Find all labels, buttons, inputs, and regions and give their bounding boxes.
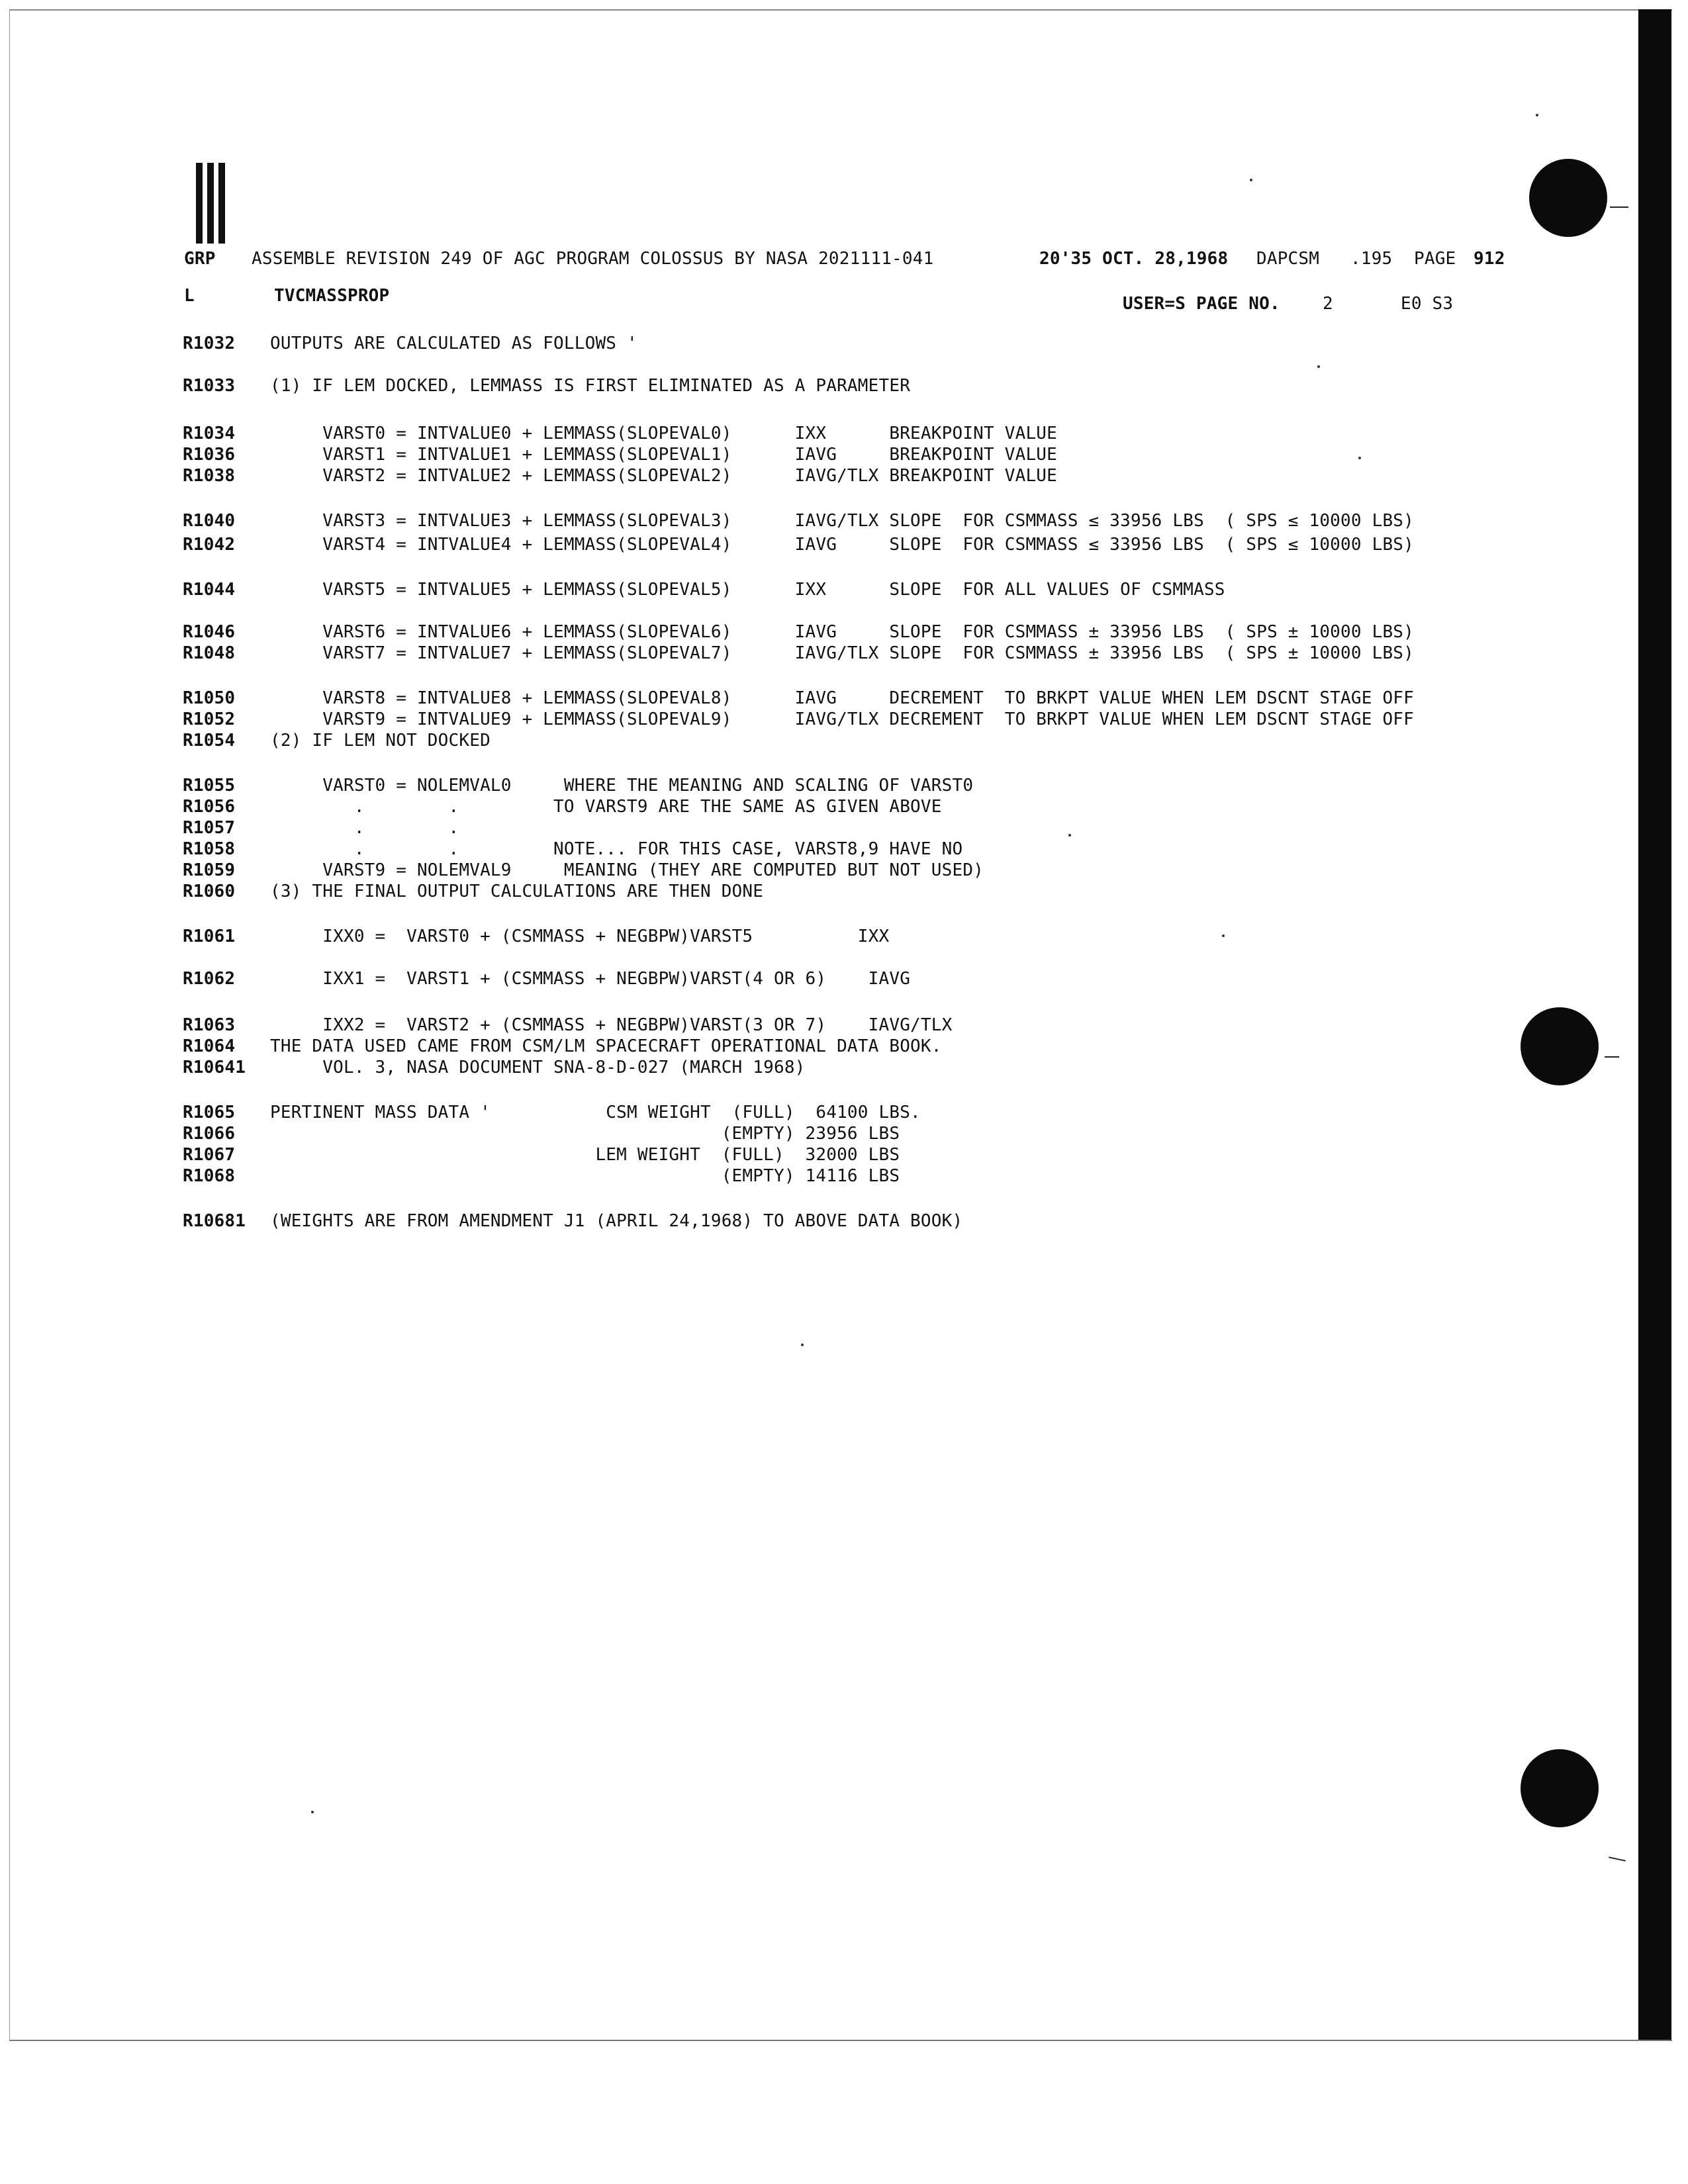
line-number: R1048 (183, 643, 236, 663)
listing-line: . . NOTE... FOR THIS CASE, VARST8,9 HAVE NO (270, 839, 963, 859)
line-number: R1063 (183, 1015, 236, 1035)
line-number: R1042 (183, 535, 236, 555)
listing-line: VARST0 = INTVALUE0 + LEMMASS(SLOPEVAL0) IXX BREAKPOINT VALUE (270, 424, 1057, 443)
line-number: R1046 (183, 622, 236, 642)
header-code: .195 (1350, 249, 1393, 269)
scan-speck (1250, 179, 1252, 181)
header-module: DAPCSM (1256, 249, 1320, 269)
listing-line: VARST5 = INTVALUE5 + LEMMASS(SLOPEVAL5) IXX SLOPE FOR ALL VALUES OF CSMMASS (270, 580, 1225, 600)
line-number: R1052 (183, 709, 236, 729)
header-page-label: PAGE (1414, 249, 1456, 269)
users-page-code: E0 S3 (1401, 294, 1454, 314)
listing-line: VARST9 = INTVALUE9 + LEMMASS(SLOPEVAL9) IAVG/TLX DECREMENT TO BRKPT VALUE WHEN LEM DSCNT STAGE OFF (270, 709, 1415, 729)
line-number: R1034 (183, 424, 236, 443)
punch-hole (1529, 159, 1607, 237)
line-number: R1060 (183, 882, 236, 901)
line-number: R10681 (183, 1211, 246, 1231)
listing-line: OUTPUTS ARE CALCULATED AS FOLLOWS ' (270, 334, 637, 353)
line-number: R1065 (183, 1103, 236, 1122)
listing-line: (WEIGHTS ARE FROM AMENDMENT J1 (APRIL 24,1968) TO ABOVE DATA BOOK) (270, 1211, 963, 1231)
listing-line: VARST2 = INTVALUE2 + LEMMASS(SLOPEVAL2) IAVG/TLX BREAKPOINT VALUE (270, 466, 1057, 486)
punch-hole (1521, 1007, 1599, 1085)
listing-line: VARST0 = NOLEMVAL0 WHERE THE MEANING AND SCALING OF VARST0 (270, 776, 974, 796)
punch-hole (1521, 1749, 1599, 1827)
listing-line: (2) IF LEM NOT DOCKED (270, 731, 491, 751)
listing-line: LEM WEIGHT (FULL) 32000 LBS (270, 1145, 900, 1165)
line-number: R10641 (183, 1058, 246, 1077)
listing-line: . . TO VARST9 ARE THE SAME AS GIVEN ABOVE (270, 797, 942, 817)
header-prefix: GRP (184, 249, 216, 269)
scan-edge-bar (1638, 9, 1671, 2040)
scan-speck (1222, 934, 1225, 937)
line-number: R1032 (183, 334, 236, 353)
line-number: R1059 (183, 860, 236, 880)
line-number: R1036 (183, 445, 236, 465)
listing-line: VARST9 = NOLEMVAL9 MEANING (THEY ARE COMPUTED BUT NOT USED) (270, 860, 984, 880)
listing-line: VOL. 3, NASA DOCUMENT SNA-8-D-027 (MARCH 1968) (270, 1058, 806, 1077)
listing-line: VARST8 = INTVALUE8 + LEMMASS(SLOPEVAL8) IAVG DECREMENT TO BRKPT VALUE WHEN LEM DSCNT STAGE OFF (270, 688, 1415, 708)
line-number: R1055 (183, 776, 236, 796)
listing-line: IXX1 = VARST1 + (CSMMASS + NEGBPW)VARST(4 OR 6) IAVG (270, 969, 911, 989)
line-number: R1056 (183, 797, 236, 817)
scan-speck (311, 1811, 314, 1813)
listing-line: VARST7 = INTVALUE7 + LEMMASS(SLOPEVAL7) IAVG/TLX SLOPE FOR CSMMASS ± 33956 LBS ( SPS ± 10000 LBS) (270, 643, 1415, 663)
line-number: R1050 (183, 688, 236, 708)
binding-marks (196, 163, 228, 244)
line-number: R1061 (183, 927, 236, 946)
listing-line: VARST1 = INTVALUE1 + LEMMASS(SLOPEVAL1) IAVG BREAKPOINT VALUE (270, 445, 1057, 465)
line-number: R1064 (183, 1036, 236, 1056)
line-number: R1033 (183, 376, 236, 396)
listing-line: VARST3 = INTVALUE3 + LEMMASS(SLOPEVAL3) IAVG/TLX SLOPE FOR CSMMASS ≤ 33956 LBS ( SPS ≤ 10000 LBS) (270, 511, 1415, 531)
scan-speck (1536, 114, 1538, 116)
scan-speck (801, 1343, 804, 1346)
subheader-name: TVCMASSPROP (274, 286, 390, 306)
subheader-flag: L (184, 286, 195, 306)
scan-speck (1317, 365, 1320, 368)
line-number: R1054 (183, 731, 236, 751)
header-datetime: 20'35 OCT. 28,1968 (1039, 249, 1229, 269)
line-number: R1044 (183, 580, 236, 600)
listing-line: VARST4 = INTVALUE4 + LEMMASS(SLOPEVAL4) IAVG SLOPE FOR CSMMASS ≤ 33956 LBS ( SPS ≤ 10000 LBS) (270, 535, 1415, 555)
users-page-number: 2 (1323, 294, 1333, 314)
line-number: R1058 (183, 839, 236, 859)
scan-speck (1068, 834, 1071, 837)
line-number: R1066 (183, 1124, 236, 1144)
listing-line: . . (270, 818, 459, 838)
listing-line: THE DATA USED CAME FROM CSM/LM SPACECRAFT OPERATIONAL DATA BOOK. (270, 1036, 942, 1056)
scan-speck (1358, 457, 1361, 459)
listing-line: IXX2 = VARST2 + (CSMMASS + NEGBPW)VARST(3 OR 7) IAVG/TLX (270, 1015, 953, 1035)
listing-line: (1) IF LEM DOCKED, LEMMASS IS FIRST ELIMINATED AS A PARAMETER (270, 376, 911, 396)
line-number: R1068 (183, 1166, 236, 1186)
line-number: R1062 (183, 969, 236, 989)
users-page-label: USER=S PAGE NO. (1123, 294, 1280, 314)
listing-line: (EMPTY) 14116 LBS (270, 1166, 900, 1186)
listing-line: PERTINENT MASS DATA ' CSM WEIGHT (FULL) 64100 LBS. (270, 1103, 921, 1122)
listing-line: IXX0 = VARST0 + (CSMMASS + NEGBPW)VARST5 IXX (270, 927, 890, 946)
hole-mark (1610, 206, 1628, 208)
header-page-number: 912 (1474, 249, 1505, 269)
line-number: R1067 (183, 1145, 236, 1165)
listing-line: VARST6 = INTVALUE6 + LEMMASS(SLOPEVAL6) IAVG SLOPE FOR CSMMASS ± 33956 LBS ( SPS ± 10000 LBS) (270, 622, 1415, 642)
line-number: R1057 (183, 818, 236, 838)
hole-mark (1605, 1056, 1619, 1058)
line-number: R1040 (183, 511, 236, 531)
assemble-line: ASSEMBLE REVISION 249 OF AGC PROGRAM COLOSSUS BY NASA 2021111-041 (252, 249, 934, 269)
line-number: R1038 (183, 466, 236, 486)
listing-line: (EMPTY) 23956 LBS (270, 1124, 900, 1144)
listing-line: (3) THE FINAL OUTPUT CALCULATIONS ARE THEN DONE (270, 882, 764, 901)
